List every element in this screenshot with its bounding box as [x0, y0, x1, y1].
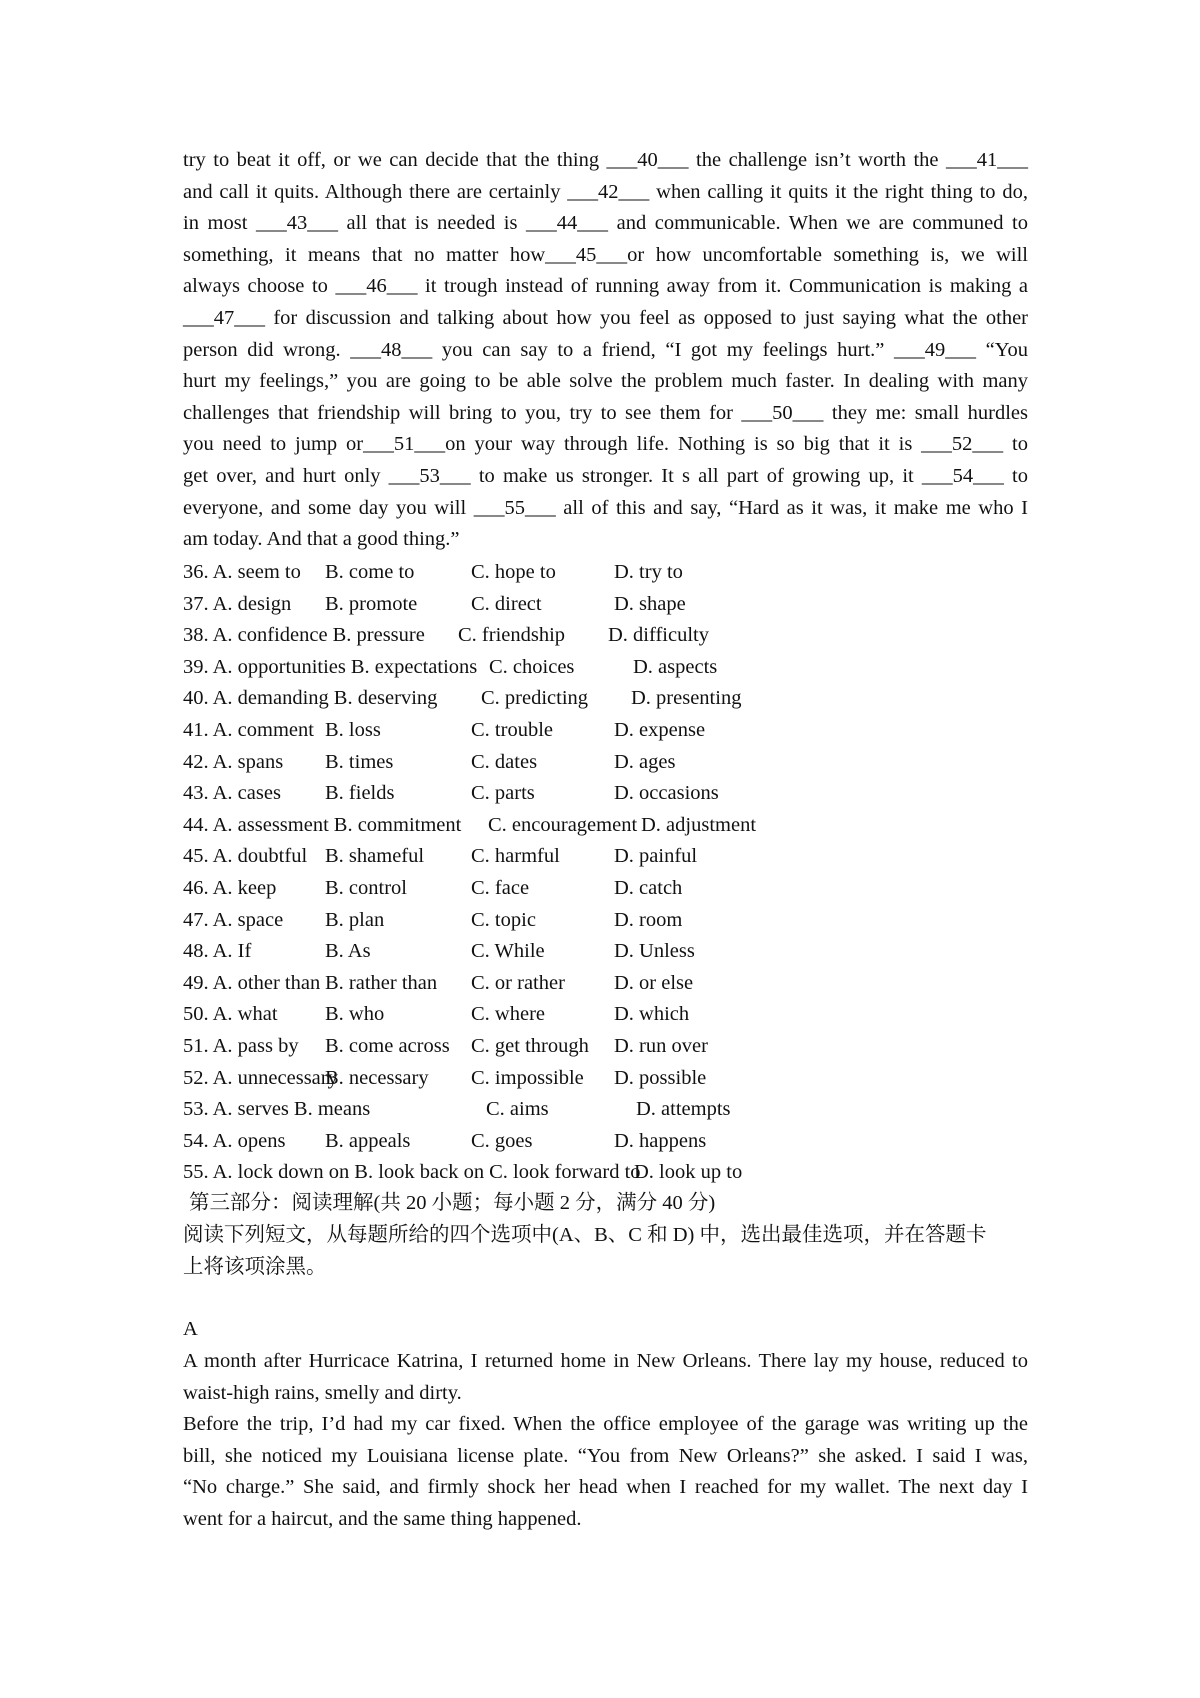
option-b: B. plan [325, 908, 385, 931]
question-row [183, 715, 1028, 747]
option-a: 47. A. space [183, 908, 284, 931]
option-b: B. come across [325, 1034, 450, 1057]
option-a: 38. A. confidence [183, 624, 328, 647]
passage-line: everyone, and some day you will ___55___ all of this and say, “Hard as it was, it make me who I [183, 496, 1028, 519]
passage-line: ___47___ for discussion and talking about how you feel as opposed to just saying what the other [183, 306, 1028, 329]
option-c: C. While [471, 940, 545, 963]
instruction-line: 上将该项涂黑。 [183, 1255, 327, 1278]
question-row [183, 905, 1028, 937]
passage-line: get over, and hurt only ___53___ to make us stronger. It s all part of growing up, it ___54___ to [183, 464, 1028, 487]
option-d: D. painful [614, 845, 698, 868]
option-d: D. or else [614, 971, 694, 994]
option-d: D. expense [614, 718, 706, 741]
option-d: D. shape [614, 592, 686, 615]
passage-line: in most ___43___ all that is needed is ___44___ and communicable. When we are communed to [183, 212, 1028, 235]
option-b: B. who [325, 1003, 385, 1026]
option-c: C. look forward to [489, 1161, 641, 1184]
option-c: C. choices [489, 655, 575, 678]
option-d: D. happens [614, 1129, 707, 1152]
option-d: D. occasions [614, 782, 719, 805]
option-d: D. look up to [634, 1161, 743, 1184]
option-d: D. room [614, 908, 683, 931]
option-a: 46. A. keep [183, 876, 277, 899]
question-row [183, 810, 1028, 842]
option-b: B. pressure [332, 624, 425, 647]
passage-line: challenges that friendship will bring to you, try to see them for ___50___ they me: small hurdles [183, 401, 1028, 424]
option-d: D. ages [614, 750, 676, 773]
passage-line: you need to jump or___51___on your way through life. Nothing is so big that it is ___52___ to [183, 433, 1028, 456]
reading-line: waist-high rains, smelly and dirty. [183, 1381, 462, 1404]
option-a: 48. A. If [183, 940, 252, 963]
option-b: B. loss [325, 718, 381, 741]
section-instructions [183, 1220, 1028, 1283]
option-a: 50. A. what [183, 1003, 278, 1026]
option-a: 54. A. opens [183, 1129, 286, 1152]
option-a: 40. A. demanding [183, 687, 329, 710]
passage-line: something, it means that no matter how___45___or how uncomfortable something is, we will [183, 243, 1028, 266]
option-c: C. trouble [471, 718, 553, 741]
cloze-passage [183, 145, 1028, 556]
option-d: D. attempts [636, 1098, 731, 1121]
passage-line: try to beat it off, or we can decide that the thing ___40___ the challenge isn’t worth the ___41___ [183, 149, 1028, 171]
question-row [183, 652, 1028, 684]
option-b: B. expectations [350, 655, 478, 678]
section-title: 第三部分：阅读理解(共 20 小题；每小题 2 分，满分 40 分) [189, 1192, 716, 1214]
option-a: 36. A. seem to [183, 561, 301, 583]
question-row [183, 841, 1028, 873]
option-c: C. aims [486, 1098, 549, 1121]
option-b: B. rather than [325, 971, 438, 994]
option-d: D. Unless [614, 940, 695, 963]
option-a: 53. A. serves [183, 1098, 289, 1121]
reading-line: A month after Hurricace Katrina, I returned home in New Orleans. There lay my house, reduced to [183, 1350, 1028, 1372]
option-b: B. fields [325, 782, 395, 805]
passage-label: A [183, 1318, 198, 1340]
question-options-list [183, 557, 1028, 1189]
reading-line: “No charge.” She said, and firmly shock her head when I reached for my wallet. The next day I [183, 1476, 1028, 1499]
question-row [183, 936, 1028, 968]
option-c: C. hope to [471, 561, 556, 583]
option-c: C. impossible [471, 1066, 584, 1089]
option-a: 39. A. opportunities [183, 655, 346, 678]
option-a: 37. A. design [183, 592, 292, 615]
option-c: C. get through [471, 1034, 589, 1057]
question-row [183, 1063, 1028, 1095]
passage-line: always choose to ___46___ it trough instead of running away from it. Communication is making a [183, 275, 1028, 298]
option-b: B. necessary [325, 1066, 429, 1089]
option-c: C. goes [471, 1129, 533, 1152]
option-a: 41. A. comment [183, 718, 314, 741]
option-a: 42. A. spans [183, 750, 284, 773]
option-a: 55. A. lock down on [183, 1161, 350, 1184]
option-c: C. predicting [481, 687, 589, 710]
option-b: B. come to [325, 561, 415, 583]
question-row [183, 747, 1028, 779]
option-b: B. look back on [354, 1161, 485, 1184]
option-b: B. shameful [325, 845, 425, 868]
option-b: B. promote [325, 592, 418, 615]
option-c: C. parts [471, 782, 535, 805]
reading-passage [183, 1346, 1028, 1536]
option-b: B. As [325, 940, 371, 963]
option-b: B. times [325, 750, 394, 773]
option-a: 51. A. pass by [183, 1034, 299, 1057]
question-row [183, 968, 1028, 1000]
question-row [183, 589, 1028, 621]
option-b: B. deserving [333, 687, 438, 710]
question-row [183, 873, 1028, 905]
option-d: D. difficulty [608, 624, 709, 647]
option-b: B. commitment [333, 813, 462, 836]
question-row [183, 683, 1028, 715]
option-d: D. catch [614, 876, 683, 899]
option-c: C. dates [471, 750, 538, 773]
option-c: C. where [471, 1003, 546, 1026]
option-d: D. run over [614, 1034, 708, 1057]
reading-line: bill, she noticed my Louisiana license plate. “You from New Orleans?” she asked. I said I was, [183, 1444, 1028, 1467]
option-d: D. try to [614, 561, 683, 583]
option-c: C. friendship [458, 624, 566, 647]
option-b: B. control [325, 876, 407, 899]
question-row [183, 1094, 1028, 1126]
question-row [183, 1157, 1028, 1189]
question-row [183, 1031, 1028, 1063]
option-c: C. or rather [471, 971, 565, 994]
option-c: C. topic [471, 908, 536, 931]
option-d: D. aspects [633, 655, 718, 678]
question-row [183, 557, 1028, 589]
instruction-line: 阅读下列短文，从每题所给的四个选项中(A、B、C 和 D) 中，选出最佳选项，并在答题卡 [183, 1224, 987, 1246]
option-a: 43. A. cases [183, 782, 281, 805]
question-row [183, 620, 1028, 652]
reading-line: Before the trip, I’d had my car fixed. When the office employee of the garage was writing up the [183, 1413, 1028, 1436]
option-a: 44. A. assessment [183, 813, 329, 836]
option-b: B. means [293, 1098, 371, 1121]
question-row [183, 778, 1028, 810]
option-a: 45. A. doubtful [183, 845, 308, 868]
option-c: C. encouragement [488, 813, 638, 836]
passage-line: and call it quits. Although there are certainly ___42___ when calling it quits it the right thing to do, [183, 180, 1028, 203]
option-a: 52. A. unnecessary [183, 1066, 338, 1089]
question-row [183, 1126, 1028, 1158]
passage-line: am today. And that a good thing.” [183, 528, 460, 551]
reading-line: went for a haircut, and the same thing happened. [183, 1507, 582, 1530]
option-c: C. face [471, 876, 530, 899]
option-b: B. appeals [325, 1129, 411, 1152]
option-d: D. possible [614, 1066, 707, 1089]
option-d: D. which [614, 1003, 690, 1026]
option-a: 49. A. other than [183, 971, 321, 994]
passage-line: person did wrong. ___48___ you can say to a friend, “I got my feelings hurt.” ___49___ “You [183, 338, 1028, 361]
option-c: C. direct [471, 592, 542, 615]
question-row [183, 999, 1028, 1031]
passage-line: hurt my feelings,” you are going to be able solve the problem much faster. In dealing with many [183, 370, 1028, 393]
option-c: C. harmful [471, 845, 560, 868]
option-d: D. adjustment [641, 813, 757, 836]
option-d: D. presenting [631, 687, 742, 710]
